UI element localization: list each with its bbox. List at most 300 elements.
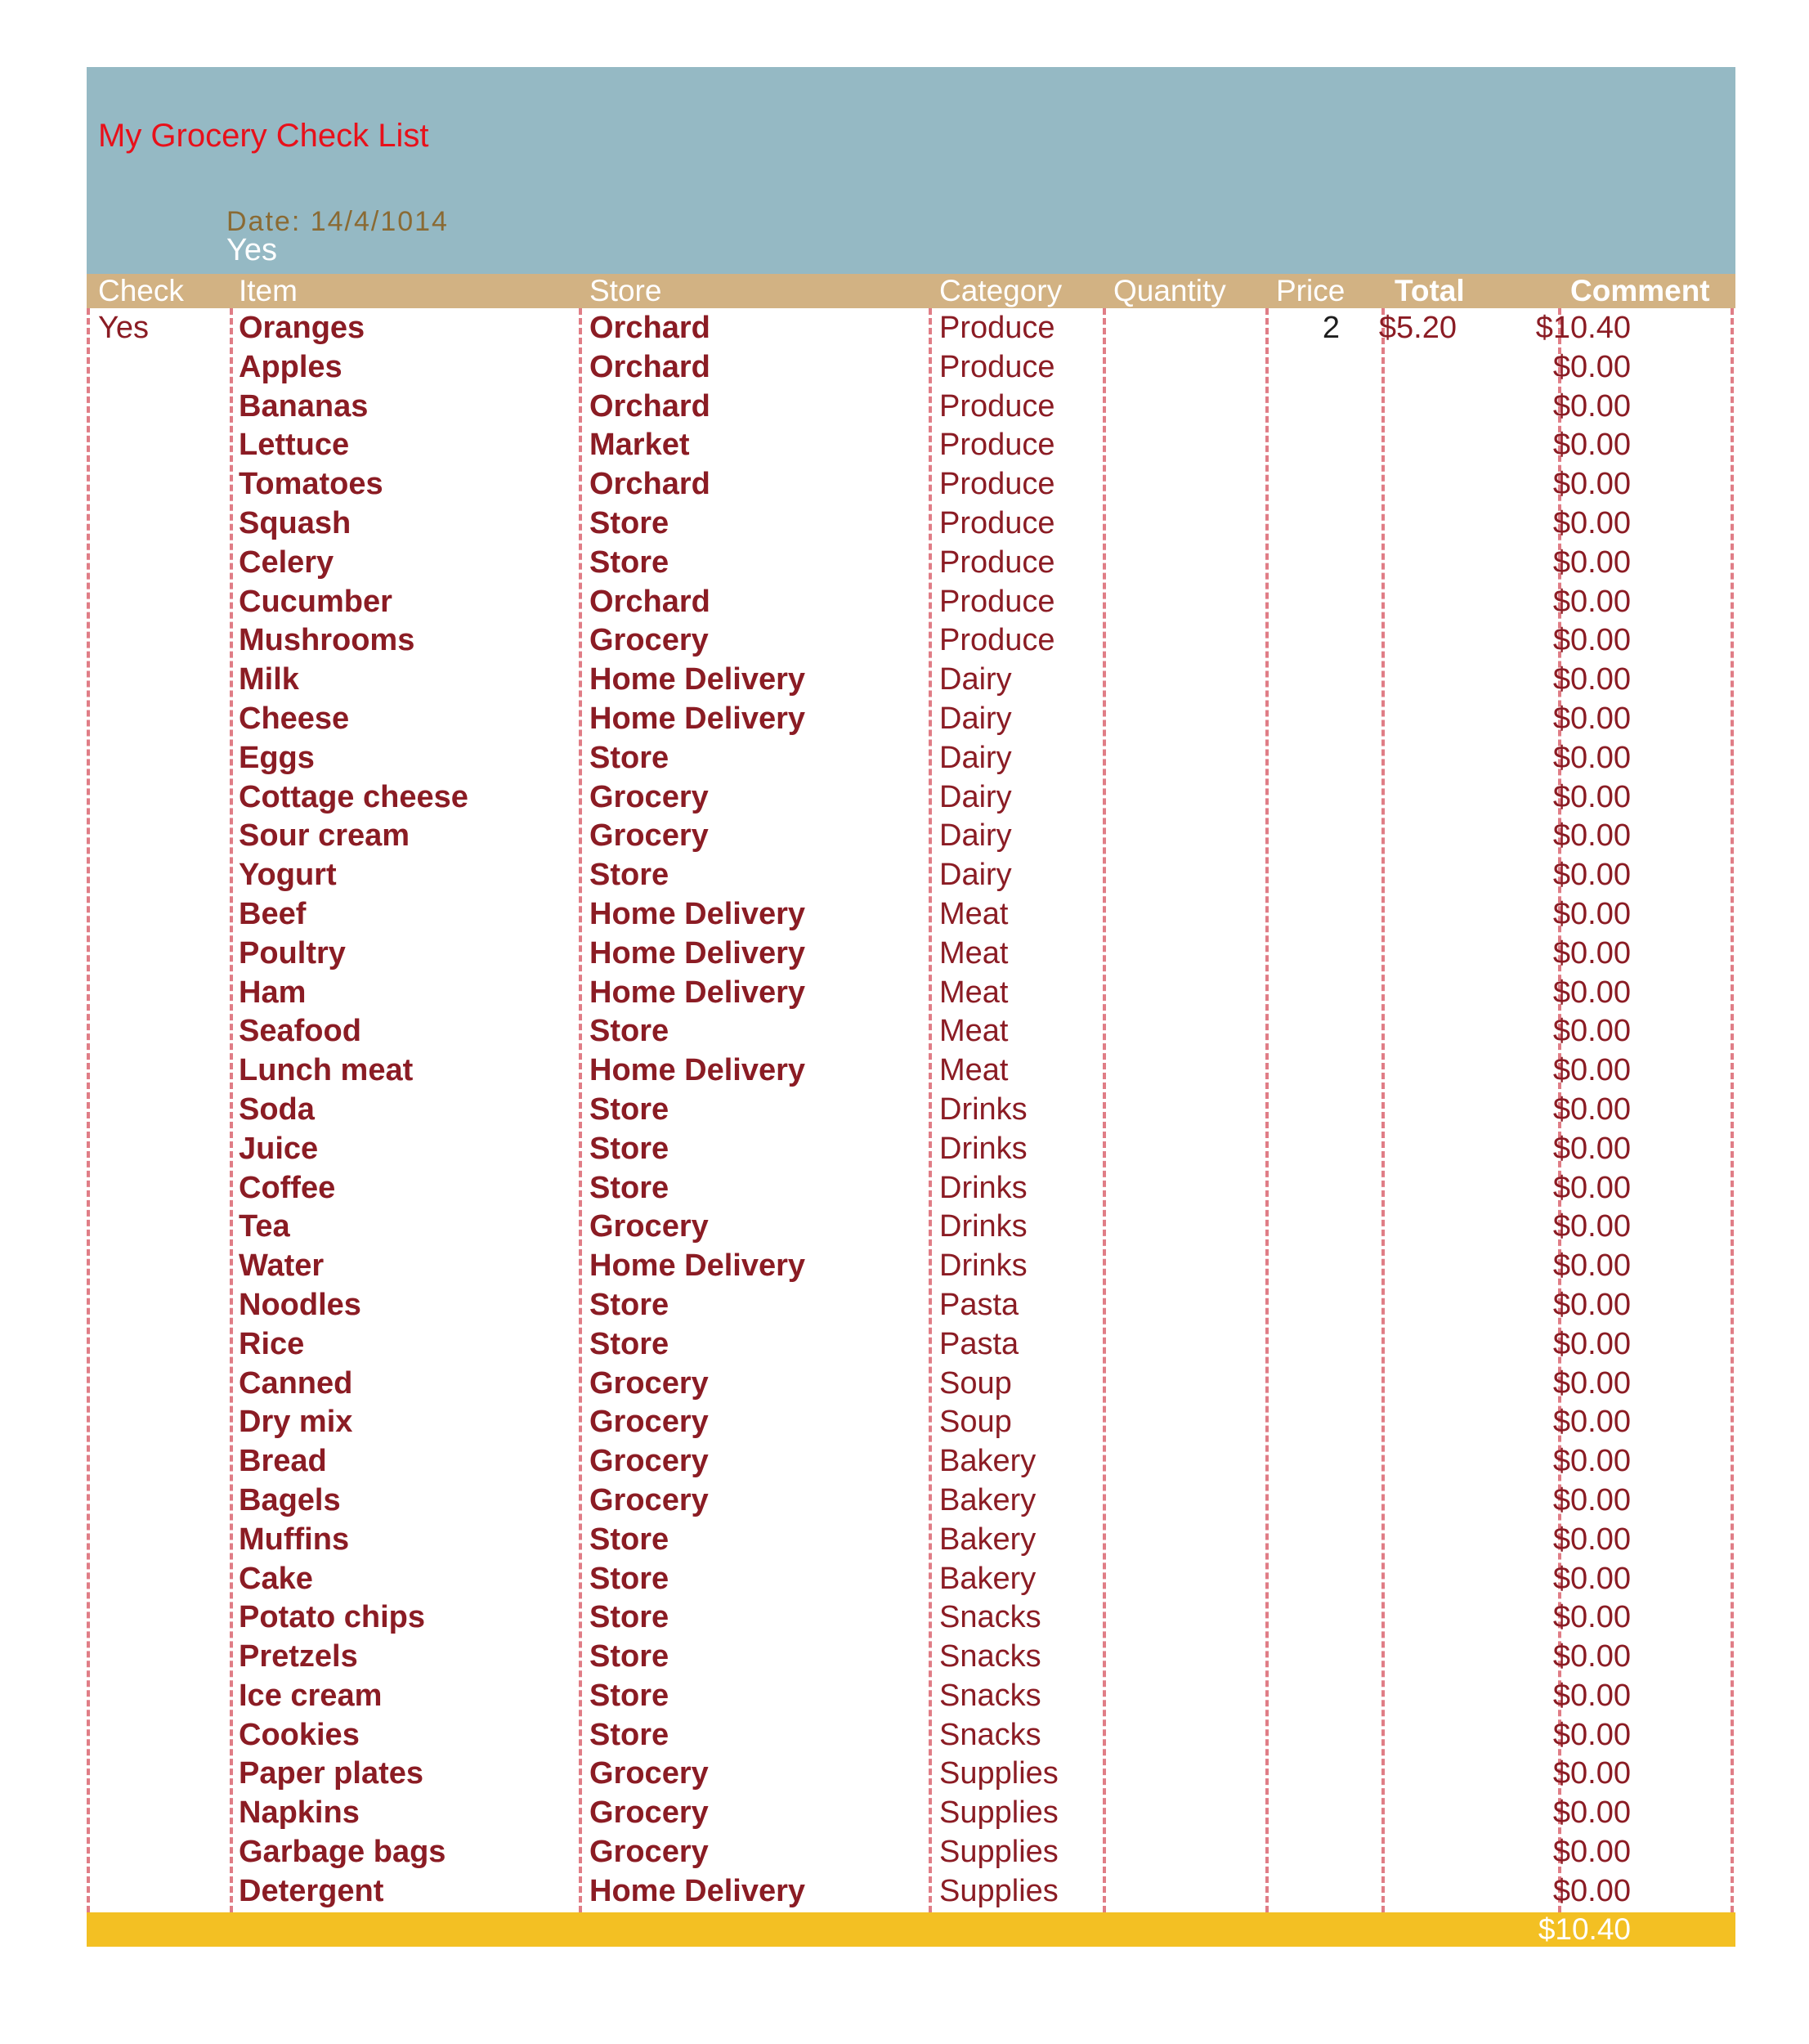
quantity-cell-wrap — [1103, 1246, 1340, 1285]
item-cell: Tomatoes — [239, 467, 383, 502]
quantity-cell-wrap — [1103, 778, 1340, 817]
table-row — [87, 816, 1735, 855]
price-cell-wrap — [1348, 1402, 1457, 1441]
price-cell-wrap — [1348, 973, 1457, 1012]
check-cell: Yes — [98, 311, 149, 345]
item-cell: Garbage bags — [239, 1835, 446, 1870]
total-cell-wrap — [1462, 1832, 1631, 1871]
table-row — [87, 973, 1735, 1012]
total-cell: $0.00 — [1552, 623, 1631, 658]
total-cell-wrap — [1462, 1754, 1631, 1793]
item-cell: Cucumber — [239, 584, 392, 619]
quantity-cell-wrap — [1103, 894, 1340, 934]
total-cell: $0.00 — [1552, 1835, 1631, 1870]
total-cell: $0.00 — [1552, 1131, 1631, 1166]
total-cell-wrap — [1462, 934, 1631, 973]
table-row — [87, 1364, 1735, 1403]
quantity-cell-wrap — [1103, 973, 1340, 1012]
quantity-cell-wrap — [1103, 387, 1340, 426]
price-cell-wrap — [1348, 1168, 1457, 1208]
price-cell-wrap — [1348, 1715, 1457, 1755]
total-cell: $0.00 — [1552, 388, 1631, 424]
price-cell-wrap — [1348, 1676, 1457, 1715]
store-cell: Grocery — [589, 623, 709, 658]
store-cell: Store — [589, 1639, 669, 1674]
total-cell-wrap — [1462, 1129, 1631, 1168]
store-cell: Grocery — [589, 1365, 709, 1401]
table-row — [87, 1129, 1735, 1168]
category-cell: Pasta — [939, 1326, 1019, 1361]
total-cell-wrap — [1462, 1246, 1631, 1285]
total-cell: $0.00 — [1552, 1248, 1631, 1284]
total-cell: $0.00 — [1552, 1561, 1631, 1596]
table-row — [87, 699, 1735, 738]
item-table-body — [87, 308, 1735, 1912]
total-cell: $0.00 — [1552, 935, 1631, 970]
quantity-cell-wrap — [1103, 1481, 1340, 1520]
category-cell: Drinks — [939, 1131, 1028, 1166]
category-cell: Soup — [939, 1405, 1012, 1440]
category-cell: Snacks — [939, 1639, 1041, 1674]
item-cell: Squash — [239, 505, 352, 540]
total-cell: $0.00 — [1552, 896, 1631, 931]
price-cell-wrap — [1348, 1325, 1457, 1364]
total-cell-wrap — [1462, 1481, 1631, 1520]
quantity-cell-wrap — [1103, 1793, 1340, 1832]
item-cell: Ham — [239, 975, 307, 1010]
total-cell: $0.00 — [1552, 584, 1631, 619]
table-row — [87, 855, 1735, 894]
price-cell-wrap — [1348, 778, 1457, 817]
table-row — [87, 1402, 1735, 1441]
quantity-cell: 2 — [1322, 311, 1340, 345]
table-row — [87, 1871, 1735, 1911]
total-cell-wrap — [1462, 1051, 1631, 1090]
store-cell: Store — [589, 1014, 669, 1049]
total-cell: $0.00 — [1552, 701, 1631, 736]
table-row — [87, 1520, 1735, 1559]
category-cell: Dairy — [939, 701, 1012, 736]
price-cell-wrap — [1348, 1129, 1457, 1168]
price-cell-wrap — [1348, 894, 1457, 934]
category-cell: Soup — [939, 1365, 1012, 1401]
quantity-cell-wrap — [1103, 504, 1340, 543]
category-cell: Produce — [939, 467, 1055, 502]
category-cell: Supplies — [939, 1795, 1059, 1831]
store-cell: Orchard — [589, 584, 710, 619]
total-cell-wrap — [1462, 1871, 1631, 1911]
title-banner — [87, 67, 1735, 274]
price-cell-wrap — [1348, 1441, 1457, 1481]
item-cell: Sour cream — [239, 818, 410, 854]
price-cell-wrap — [1348, 699, 1457, 738]
category-cell: Bakery — [939, 1561, 1037, 1596]
quantity-cell-wrap — [1103, 1676, 1340, 1715]
item-cell: Dry mix — [239, 1405, 353, 1440]
total-cell-wrap — [1462, 1168, 1631, 1208]
total-cell: $0.00 — [1552, 1091, 1631, 1127]
category-cell: Meat — [939, 935, 1009, 970]
item-cell: Cookies — [239, 1717, 360, 1752]
quantity-cell-wrap — [1103, 1011, 1340, 1051]
table-row — [87, 1559, 1735, 1598]
total-cell-wrap — [1462, 699, 1631, 738]
quantity-cell-wrap — [1103, 308, 1340, 347]
quantity-cell-wrap — [1103, 347, 1340, 387]
table-row — [87, 582, 1735, 621]
total-cell: $0.00 — [1552, 975, 1631, 1010]
total-cell-wrap — [1462, 1011, 1631, 1051]
store-cell: Grocery — [589, 1209, 709, 1244]
category-cell: Bakery — [939, 1444, 1037, 1479]
price-cell-wrap — [1348, 1246, 1457, 1285]
store-cell: Grocery — [589, 779, 709, 814]
store-cell: Grocery — [589, 1444, 709, 1479]
quantity-cell-wrap — [1103, 660, 1340, 699]
table-row — [87, 778, 1735, 817]
yes-label: Yes — [226, 233, 277, 267]
total-cell: $0.00 — [1552, 545, 1631, 580]
price-cell-wrap — [1348, 1011, 1457, 1051]
total-cell-wrap — [1462, 1520, 1631, 1559]
store-cell: Store — [589, 1561, 669, 1596]
store-cell: Store — [589, 1287, 669, 1322]
quantity-cell-wrap — [1103, 1325, 1340, 1364]
price-cell-wrap — [1348, 1793, 1457, 1832]
total-cell: $0.00 — [1552, 505, 1631, 540]
store-cell: Home Delivery — [589, 896, 806, 931]
store-cell: Grocery — [589, 1405, 709, 1440]
page-title: My Grocery Check List — [98, 118, 429, 154]
table-row — [87, 660, 1735, 699]
store-cell: Store — [589, 1678, 669, 1713]
category-cell: Snacks — [939, 1600, 1041, 1635]
header-item: Item — [239, 274, 298, 307]
table-row — [87, 1090, 1735, 1129]
total-cell: $0.00 — [1552, 1482, 1631, 1517]
table-row — [87, 1754, 1735, 1793]
category-cell: Meat — [939, 975, 1009, 1010]
store-cell: Grocery — [589, 1482, 709, 1517]
category-cell: Produce — [939, 505, 1055, 540]
table-row — [87, 1325, 1735, 1364]
item-cell: Milk — [239, 662, 299, 697]
price-cell-wrap — [1348, 543, 1457, 582]
price-cell-wrap — [1348, 660, 1457, 699]
category-cell: Bakery — [939, 1522, 1037, 1557]
price-cell-wrap — [1348, 308, 1457, 347]
total-cell: $0.00 — [1552, 1209, 1631, 1244]
quantity-cell-wrap — [1103, 1441, 1340, 1481]
item-cell: Tea — [239, 1209, 290, 1244]
table-row — [87, 347, 1735, 387]
category-cell: Bakery — [939, 1482, 1037, 1517]
total-cell-wrap — [1462, 387, 1631, 426]
item-cell: Oranges — [239, 311, 365, 345]
quantity-cell-wrap — [1103, 1207, 1340, 1246]
category-cell: Produce — [939, 349, 1055, 384]
item-cell: Muffins — [239, 1522, 350, 1557]
grand-total-row — [87, 1912, 1735, 1947]
total-cell-wrap — [1462, 582, 1631, 621]
price-cell-wrap — [1348, 1598, 1457, 1637]
quantity-cell-wrap — [1103, 934, 1340, 973]
price-cell-wrap — [1348, 934, 1457, 973]
grand-total-value: $10.40 — [1538, 1912, 1631, 1946]
table-row — [87, 1676, 1735, 1715]
item-cell: Coffee — [239, 1170, 336, 1205]
table-row — [87, 1051, 1735, 1090]
store-cell: Home Delivery — [589, 975, 806, 1010]
quantity-cell-wrap — [1103, 738, 1340, 778]
item-cell: Napkins — [239, 1795, 360, 1831]
table-row — [87, 308, 1735, 347]
item-cell: Canned — [239, 1365, 353, 1401]
price-cell-wrap — [1348, 1285, 1457, 1325]
table-row — [87, 1168, 1735, 1208]
total-cell: $0.00 — [1552, 1522, 1631, 1557]
quantity-cell-wrap — [1103, 1754, 1340, 1793]
item-cell: Cake — [239, 1561, 313, 1596]
price-cell-wrap — [1348, 387, 1457, 426]
total-cell: $0.00 — [1552, 1365, 1631, 1401]
price-cell-wrap — [1348, 425, 1457, 464]
quantity-cell-wrap — [1103, 1129, 1340, 1168]
total-cell: $0.00 — [1552, 1170, 1631, 1205]
total-cell-wrap — [1462, 738, 1631, 778]
category-cell: Meat — [939, 896, 1009, 931]
total-cell-wrap — [1462, 1676, 1631, 1715]
total-cell-wrap — [1462, 1402, 1631, 1441]
header-total: Total — [1395, 274, 1465, 307]
item-cell: Lettuce — [239, 428, 350, 463]
total-cell: $0.00 — [1552, 858, 1631, 893]
item-cell: Mushrooms — [239, 623, 415, 658]
quantity-cell-wrap — [1103, 1090, 1340, 1129]
item-cell: Celery — [239, 545, 334, 580]
store-cell: Store — [589, 1522, 669, 1557]
quantity-cell-wrap — [1103, 1871, 1340, 1911]
price-cell-wrap — [1348, 1090, 1457, 1129]
total-cell-wrap — [1462, 894, 1631, 934]
header-comment: Comment — [1570, 274, 1710, 307]
total-cell-wrap — [1462, 347, 1631, 387]
price-cell-wrap — [1348, 1832, 1457, 1871]
store-cell: Store — [589, 1717, 669, 1752]
header-category: Category — [939, 274, 1063, 307]
quantity-cell-wrap — [1103, 1364, 1340, 1403]
quantity-cell-wrap — [1103, 1637, 1340, 1676]
total-cell: $0.00 — [1552, 818, 1631, 854]
column-header-row — [87, 274, 1735, 308]
quantity-cell-wrap — [1103, 1285, 1340, 1325]
item-cell: Seafood — [239, 1014, 361, 1049]
table-row — [87, 504, 1735, 543]
price-cell-wrap — [1348, 504, 1457, 543]
quantity-cell-wrap — [1103, 425, 1340, 464]
store-cell: Grocery — [589, 1756, 709, 1791]
total-cell-wrap — [1462, 1441, 1631, 1481]
quantity-cell-wrap — [1103, 855, 1340, 894]
category-cell: Dairy — [939, 858, 1012, 893]
item-cell: Bread — [239, 1444, 327, 1479]
header-price: Price — [1276, 274, 1346, 307]
item-cell: Poultry — [239, 935, 346, 970]
row-list — [87, 308, 1735, 1911]
category-cell: Drinks — [939, 1091, 1028, 1127]
total-cell-wrap — [1462, 1598, 1631, 1637]
item-cell: Lunch meat — [239, 1053, 414, 1088]
total-cell: $0.00 — [1552, 740, 1631, 775]
total-cell: $0.00 — [1552, 428, 1631, 463]
store-cell: Store — [589, 1600, 669, 1635]
total-cell-wrap — [1462, 1090, 1631, 1129]
store-cell: Home Delivery — [589, 1248, 806, 1284]
total-cell-wrap — [1462, 778, 1631, 817]
item-cell: Ice cream — [239, 1678, 383, 1713]
quantity-cell-wrap — [1103, 464, 1340, 504]
quantity-cell-wrap — [1103, 1402, 1340, 1441]
item-cell: Soda — [239, 1091, 315, 1127]
total-cell-wrap — [1462, 973, 1631, 1012]
category-cell: Produce — [939, 545, 1055, 580]
item-cell: Water — [239, 1248, 325, 1284]
quantity-cell-wrap — [1103, 543, 1340, 582]
store-cell: Orchard — [589, 311, 710, 345]
store-cell: Home Delivery — [589, 701, 806, 736]
item-cell: Cheese — [239, 701, 350, 736]
quantity-cell-wrap — [1103, 1520, 1340, 1559]
table-row — [87, 934, 1735, 973]
total-cell-wrap — [1462, 1285, 1631, 1325]
header-check: Check — [98, 274, 184, 307]
quantity-cell-wrap — [1103, 816, 1340, 855]
store-cell: Store — [589, 1326, 669, 1361]
price-cell-wrap — [1348, 621, 1457, 660]
table-row — [87, 1637, 1735, 1676]
total-cell-wrap — [1462, 1325, 1631, 1364]
store-cell: Store — [589, 505, 669, 540]
store-cell: Grocery — [589, 818, 709, 854]
total-cell: $0.00 — [1552, 1873, 1631, 1908]
grocery-sheet — [87, 67, 1735, 1947]
price-cell-wrap — [1348, 582, 1457, 621]
table-row — [87, 1207, 1735, 1246]
total-cell-wrap — [1462, 660, 1631, 699]
category-cell: Drinks — [939, 1209, 1028, 1244]
quantity-cell-wrap — [1103, 1559, 1340, 1598]
price-cell-wrap — [1348, 1520, 1457, 1559]
category-cell: Meat — [939, 1014, 1009, 1049]
total-cell: $0.00 — [1552, 779, 1631, 814]
total-cell: $0.00 — [1552, 1444, 1631, 1479]
category-cell: Produce — [939, 623, 1055, 658]
store-cell: Home Delivery — [589, 935, 806, 970]
item-cell: Eggs — [239, 740, 315, 775]
total-cell-wrap — [1462, 1364, 1631, 1403]
store-cell: Store — [589, 1091, 669, 1127]
quantity-cell-wrap — [1103, 582, 1340, 621]
item-cell: Detergent — [239, 1873, 384, 1908]
store-cell: Orchard — [589, 349, 710, 384]
store-cell: Orchard — [589, 388, 710, 424]
total-cell: $0.00 — [1552, 1287, 1631, 1322]
table-row — [87, 1832, 1735, 1871]
store-cell: Market — [589, 428, 690, 463]
table-row — [87, 543, 1735, 582]
table-row — [87, 464, 1735, 504]
store-cell: Grocery — [589, 1795, 709, 1831]
store-cell: Home Delivery — [589, 1053, 806, 1088]
total-cell-wrap — [1462, 1637, 1631, 1676]
quantity-cell-wrap — [1103, 1832, 1340, 1871]
store-cell: Store — [589, 545, 669, 580]
total-cell-wrap — [1462, 1559, 1631, 1598]
category-cell: Produce — [939, 584, 1055, 619]
item-cell: Rice — [239, 1326, 305, 1361]
price-cell-wrap — [1348, 1637, 1457, 1676]
category-cell: Snacks — [939, 1717, 1041, 1752]
price-cell-wrap — [1348, 1871, 1457, 1911]
quantity-cell-wrap — [1103, 1051, 1340, 1090]
price-cell-wrap — [1348, 1364, 1457, 1403]
category-cell: Drinks — [939, 1248, 1028, 1284]
price-cell-wrap — [1348, 1481, 1457, 1520]
category-cell: Produce — [939, 428, 1055, 463]
total-cell: $0.00 — [1552, 1053, 1631, 1088]
item-cell: Beef — [239, 896, 307, 931]
item-cell: Paper plates — [239, 1756, 423, 1791]
store-cell: Home Delivery — [589, 1873, 806, 1908]
quantity-cell-wrap — [1103, 1168, 1340, 1208]
total-cell: $0.00 — [1552, 1600, 1631, 1635]
price-cell-wrap — [1348, 816, 1457, 855]
item-cell: Yogurt — [239, 858, 337, 893]
table-row — [87, 1246, 1735, 1285]
quantity-cell-wrap — [1103, 1715, 1340, 1755]
table-row — [87, 1285, 1735, 1325]
total-cell-wrap — [1462, 816, 1631, 855]
table-row — [87, 1598, 1735, 1637]
table-row — [87, 738, 1735, 778]
total-cell-wrap — [1462, 1793, 1631, 1832]
item-cell: Apples — [239, 349, 343, 384]
price-cell-wrap — [1348, 855, 1457, 894]
category-cell: Dairy — [939, 779, 1012, 814]
total-cell: $0.00 — [1552, 1678, 1631, 1713]
total-cell-wrap — [1462, 855, 1631, 894]
total-cell-wrap — [1462, 1207, 1631, 1246]
total-cell: $0.00 — [1552, 467, 1631, 502]
table-row — [87, 387, 1735, 426]
table-row — [87, 1715, 1735, 1755]
total-cell-wrap — [1462, 543, 1631, 582]
item-cell: Cottage cheese — [239, 779, 468, 814]
quantity-cell-wrap — [1103, 1598, 1340, 1637]
table-row — [87, 1441, 1735, 1481]
total-cell: $10.40 — [1535, 311, 1631, 345]
category-cell: Produce — [939, 311, 1055, 345]
total-cell: $0.00 — [1552, 349, 1631, 384]
store-cell: Store — [589, 1170, 669, 1205]
table-row — [87, 1481, 1735, 1520]
price-cell-wrap — [1348, 1754, 1457, 1793]
total-cell-wrap — [1462, 308, 1631, 347]
total-cell: $0.00 — [1552, 1014, 1631, 1049]
category-cell: Dairy — [939, 740, 1012, 775]
store-cell: Store — [589, 740, 669, 775]
category-cell: Supplies — [939, 1873, 1059, 1908]
